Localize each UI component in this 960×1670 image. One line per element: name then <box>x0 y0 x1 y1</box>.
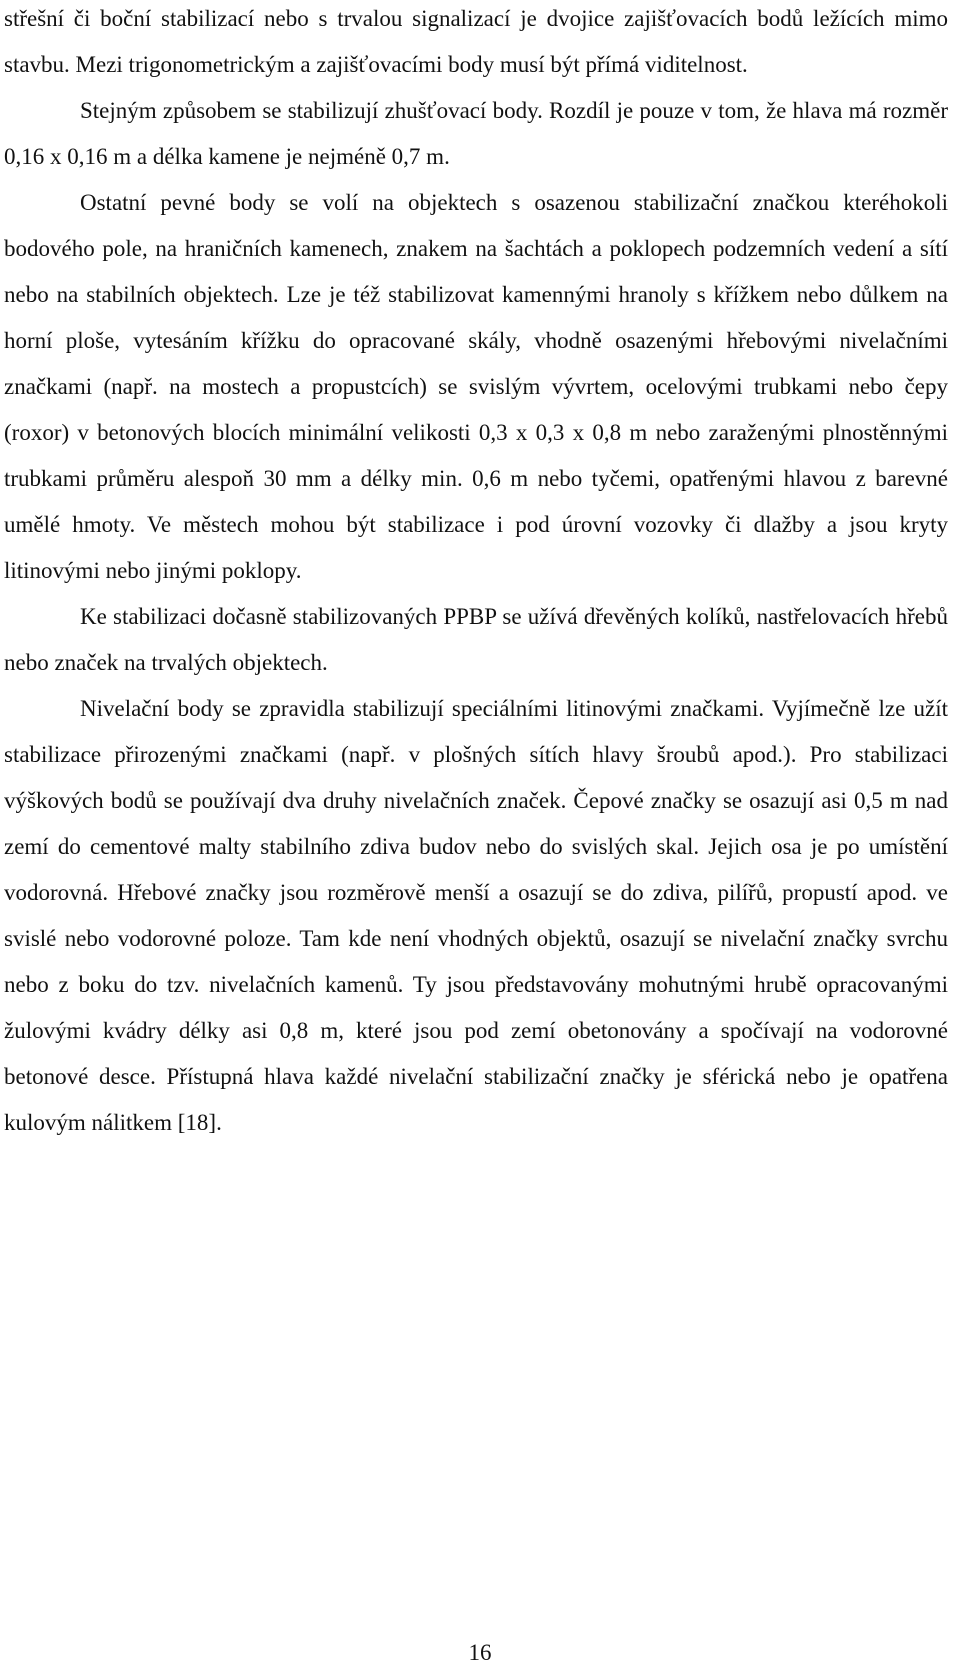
paragraph-other-fixed-points: Ostatní pevné body se volí na objektech s osazenou stabilizační značkou kteréhokoli bodového pole, na hraničních kamenech, znakem na šachtách a poklopech podzemních vedení a sítí nebo na stabilních objektech. Lze je též stabilizovat kamennými hranoly s křížkem nebo důlkem na horní ploše, vytesáním křížku do opracované skály, vhodně osazenými hřebovými nivelačními značkami (např. na mostech a propustcích) se svislým vývrtem, ocelovými trubkami nebo čepy (roxor) v betonových blocích minimální velikosti 0,3 x 0,3 x 0,8 m nebo zaraženými plnostěnnými trubkami průměru alespoň 30 mm a délky min. 0,6 m nebo tyčemi, opatřenými hlavou z barevné umělé hmoty. Ve městech mohou být stabilizace i pod úrovní vozovky či dlažby a jsou kryty litinovými nebo jinými poklopy. <box>4 190 948 583</box>
paragraph-densification-points: Stejným způsobem se stabilizují zhušťovací body. Rozdíl je pouze v tom, že hlava má rozměr 0,16 x 0,16 m a délka kamene je nejméně 0,7 m. <box>4 98 948 169</box>
paragraph-temporary-stabilization: Ke stabilizaci dočasně stabilizovaných PPBP se užívá dřevěných kolíků, nastřelovacích hřebů nebo značek na trvalých objektech. <box>4 604 948 675</box>
document-page <box>4 0 948 1146</box>
page-number: 16 <box>468 1640 492 1665</box>
paragraph-levelling-points: Nivelační body se zpravidla stabilizují speciálními litinovými značkami. Vyjímečně lze užít stabilizace přirozenými značkami (např. v plošných sítích hlavy šroubů apod.). Pro stabilizaci výškových bodů se používají dva druhy nivelačních značek. Čepové značky se osazují asi 0,5 m nad zemí do cementové malty stabilního zdiva budov nebo do svislých skal. Jejich osa je po umístění vodorovná. Hřebové značky jsou rozměrově menší a osazují se do zdiva, pilířů, propustí apod. ve svislé nebo vodorovné poloze. Tam kde není vhodných objektů, osazují se nivelační značky svrchu nebo z boku do tzv. nivelačních kamenů. Ty jsou představovány mohutnými hrubě opracovanými žulovými kvádry délky asi 0,8 m, které jsou pod zemí obetonovány a spočívají na vodorovné betonové desce. Přístupná hlava každé nivelační stabilizační značky je sférická nebo je opatřena kulovým nálitkem [18]. <box>4 696 948 1135</box>
paragraph-continuation: střešní či boční stabilizací nebo s trvalou signalizací je dvojice zajišťovacích bodů ležících mimo stavbu. Mezi trigonometrickým a zajišťovacími body musí být přímá viditelnost. <box>4 6 948 77</box>
